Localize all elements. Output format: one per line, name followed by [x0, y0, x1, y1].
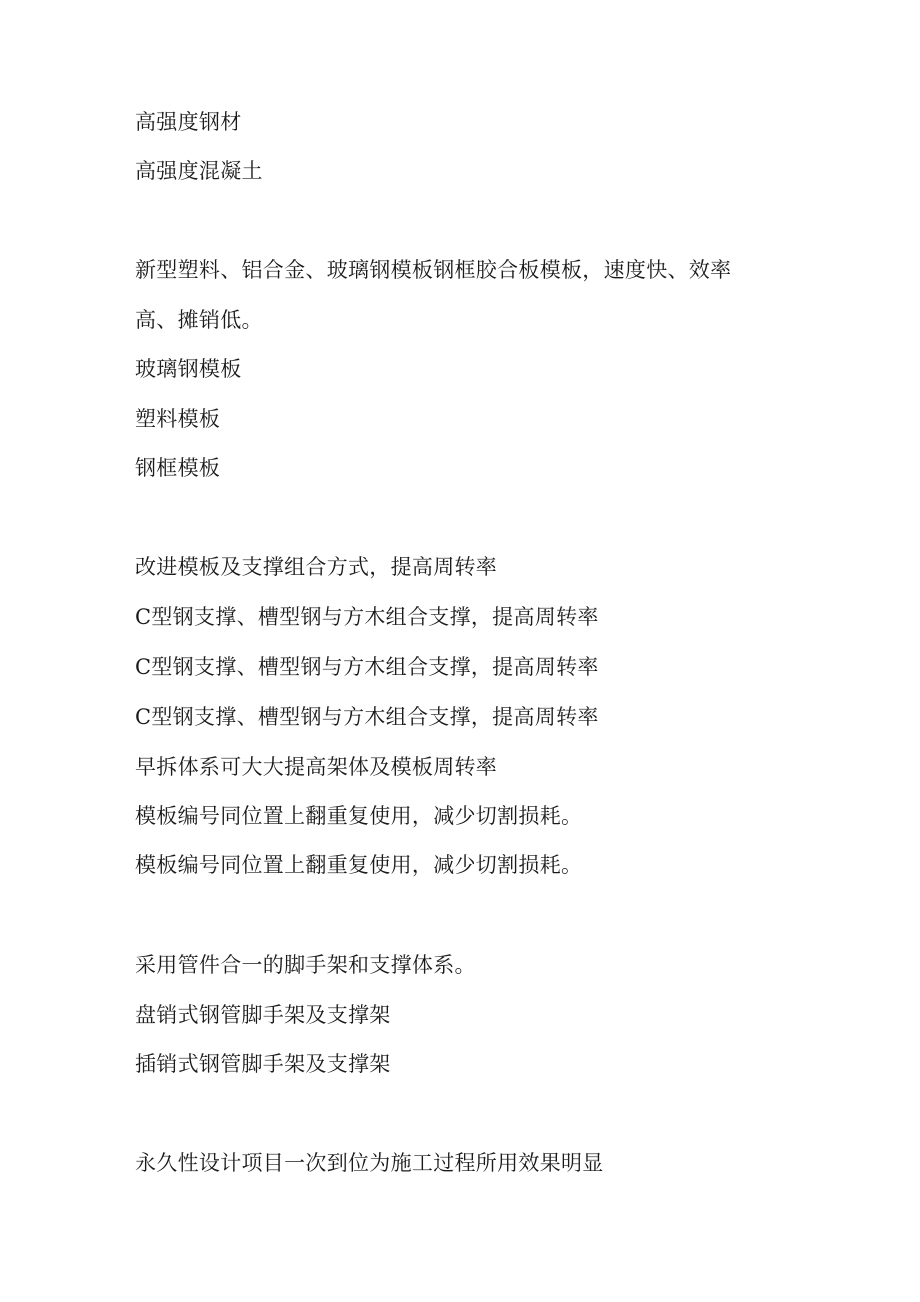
text-line: 新型塑料、铝合金、玻璃钢模板钢框胶合板模板，速度快、效率 [135, 258, 732, 282]
text-line: 插销式钢管脚手架及支撑架 [135, 1052, 391, 1076]
text-line: 模板编号同位置上翻重复使用，减少切割损耗。 [135, 853, 583, 877]
text-line: 高强度混凝土 [135, 159, 263, 183]
text-line: 钢框模板 [135, 456, 221, 480]
text-line: C型钢支撑、槽型钢与方木组合支撑，提高周转率 [135, 605, 599, 629]
text-line: 采用管件合一的脚手架和支撑体系。 [135, 953, 476, 977]
text-line: C型钢支撑、槽型钢与方木组合支撑，提高周转率 [135, 705, 599, 729]
text-line: 永久性设计项目一次到位为施工过程所用效果明显 [135, 1151, 604, 1175]
text-line: 改进模板及支撑组合方式，提高周转率 [135, 555, 498, 579]
text-line: 高、摊销低。 [135, 308, 263, 332]
text-line: 盘销式钢管脚手架及支撑架 [135, 1003, 391, 1027]
text-line: C型钢支撑、槽型钢与方木组合支撑，提高周转率 [135, 655, 599, 679]
text-line: 高强度钢材 [135, 110, 242, 134]
text-line: 塑料模板 [135, 407, 221, 431]
text-line: 玻璃钢模板 [135, 357, 242, 381]
text-line: 模板编号同位置上翻重复使用，减少切割损耗。 [135, 804, 583, 828]
text-line: 早拆体系可大大提高架体及模板周转率 [135, 755, 498, 779]
